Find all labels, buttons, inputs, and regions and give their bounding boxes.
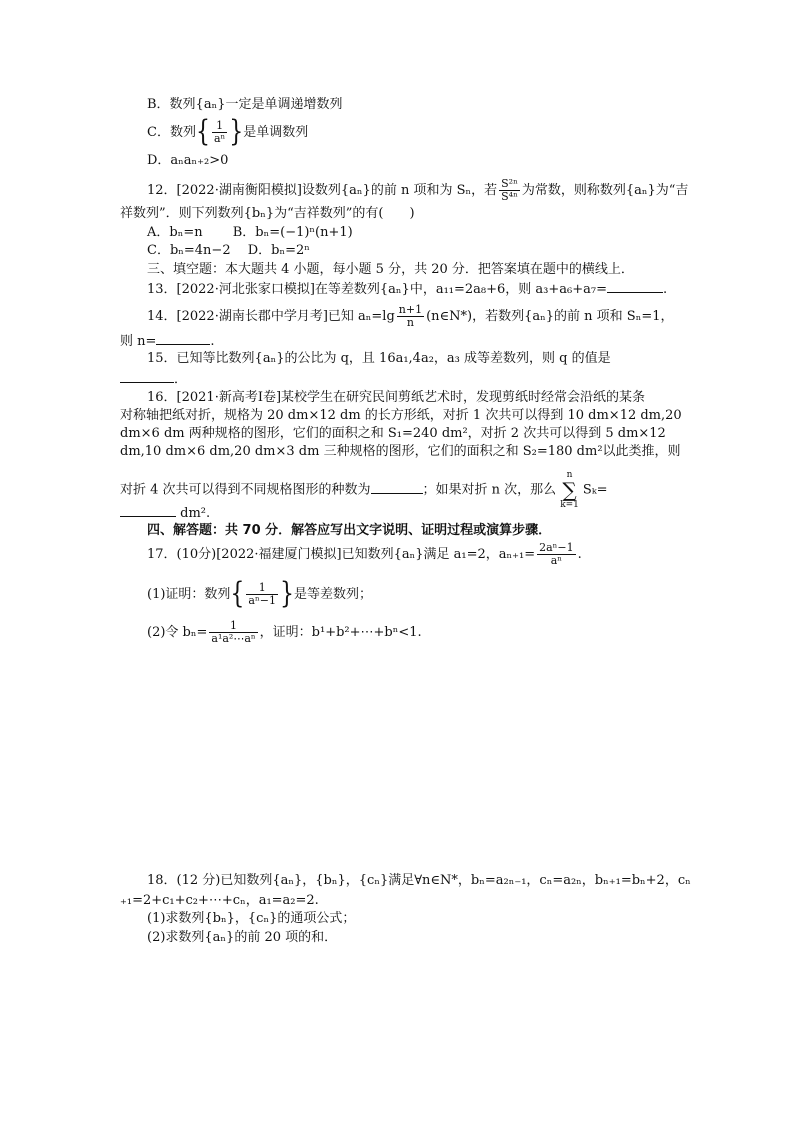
q17-frac-num: 2aⁿ−1 [539, 541, 574, 554]
q12-options-cd: C．bₙ=4n−2 D．bₙ=2ⁿ [147, 243, 310, 258]
q13-text: 13．[2022·河北张家口模拟]在等差数列{aₙ}中，a₁₁=2a₈+6，则 a₃+a₆+a₇= [147, 282, 607, 297]
q12-frac-num: S²ⁿ [501, 177, 518, 190]
q17-part2-pre: (2)令 bₙ= [147, 625, 208, 640]
q17-p2-den: a¹a²⋯aⁿ [211, 632, 256, 645]
q16-line6 [120, 504, 210, 522]
q16-line5-pre: 对折 4 次共可以得到不同规格图形的种数为 [120, 482, 371, 498]
q14-line2: 则 n= . [120, 334, 215, 349]
q12-line1 [147, 178, 688, 203]
q15-line1: 15．已知等比数列{aₙ}的公比为 q，且 16a₁,4a₂，a₃ 成等差数列，则 q 的值是 [147, 351, 611, 366]
q16-line2: 对称轴把纸对折，规格为 20 dm×12 dm 的长方形纸，对折 1 次共可以得到 10 dm×12 dm,20 [120, 408, 682, 423]
q17-part2-post: ，证明：b¹+b²+⋯+bⁿ<1. [259, 625, 422, 640]
q14-line1 [147, 304, 674, 329]
q14-frac-num: n+1 [398, 303, 423, 316]
q16-unit: dm². [180, 506, 211, 521]
q17-part1-post: 是等差数列； [293, 587, 372, 602]
q12-text-pre: 12．[2022·湖南衡阳模拟]设数列{aₙ}的前 n 项和为 Sₙ，若 [147, 183, 498, 198]
q18-part2: (2)求数列{aₙ}的前 20 项的和． [147, 930, 338, 945]
q11-c-frac-den: aⁿ [213, 132, 226, 145]
q17-stem [147, 542, 582, 567]
right-brace: } [279, 577, 294, 611]
answer-blank [120, 370, 174, 383]
q17-p1-num: 1 [246, 582, 278, 595]
right-brace: } [229, 115, 244, 149]
q17-part1-pre: (1)证明：数列 [147, 587, 231, 602]
q14-text-post: (n∈N*)，若数列{aₙ}的前 n 项和 Sₙ=1， [426, 309, 674, 324]
q17-fraction [537, 542, 576, 567]
q14-frac-den: n [406, 316, 414, 329]
q14-text-pre: 14．[2022·湖南长郡中学月考]已知 aₙ=lg [147, 309, 395, 324]
sum-upper-limit: n [566, 470, 573, 480]
q18-line1: 18．(12 分)已知数列{aₙ}，{bₙ}，{cₙ}满足∀n∈N*，bₙ=a₂ₙ₋₁，cₙ=a₂ₙ，bₙ₊₁=bₙ+2，cₙ [147, 873, 691, 888]
q12-options-ab: A．bₙ=n B．bₙ=(−1)ⁿ(n+1) [147, 225, 353, 240]
q11-option-b: B．数列{aₙ}一定是单调递增数列 [147, 97, 343, 112]
sum-sigma: ∑ [562, 478, 577, 502]
q11-c-frac-num: 1 [212, 120, 227, 133]
q17-p2-num: 1 [209, 620, 257, 633]
q17-stem-post: . [577, 547, 582, 562]
q16-line1: 16．[2021·新高考Ⅰ卷]某校学生在研究民间剪纸艺术时，发现剪纸时经常会沿纸的某条 [147, 390, 646, 405]
q15-line2-end: ． [174, 372, 188, 387]
q16-line5-mid: ；如果对折 n 次，那么 [422, 482, 557, 498]
left-brace: { [230, 577, 245, 611]
q17-part1-fraction [246, 582, 278, 607]
section-4-heading: 四、解答题：共 70 分．解答应写出文字说明、证明过程或演算步骤． [147, 523, 552, 538]
q18-line2: ₊₁=2+c₁+c₂+⋯+cₙ，a₁=a₂=2. [120, 893, 319, 908]
q16-sum-term: Sₖ= [582, 482, 608, 498]
q11-option-d: D．aₙaₙ₊₂>0 [147, 153, 229, 168]
q17-part1 [147, 577, 372, 611]
q14-fraction [397, 304, 424, 329]
q14-line2-text: 则 n= [120, 334, 157, 349]
q16-line3: dm×6 dm 两种规格的图形，它们的面积之和 S₁=240 dm²，对折 2 次共可以得到 5 dm×12 [120, 426, 666, 441]
q11-option-c [147, 115, 309, 149]
q17-stem-pre: 17．(10分)[2022·福建厦门模拟]已知数列{aₙ}满足 a₁=2，aₙ₊₁= [147, 547, 536, 562]
answer-blank [156, 332, 210, 345]
q13: 13．[2022·河北张家口模拟]在等差数列{aₙ}中，a₁₁=2a₈+6，则 a₃+a₆+a₇= . [147, 282, 668, 297]
q17-part2-fraction [209, 620, 257, 645]
q12-fraction [499, 178, 520, 203]
answer-blank [120, 504, 176, 517]
q17-part2 [147, 620, 422, 645]
section-3-heading: 三、填空题：本大题共 4 小题，每小题 5 分，共 20 分．把答案填在题中的横线上． [147, 262, 634, 277]
q11-c-fraction [212, 120, 227, 145]
left-brace: { [195, 115, 210, 149]
summation-symbol [560, 470, 579, 510]
q15-line2 [120, 370, 187, 388]
q16-line4: dm,10 dm×6 dm,20 dm×3 dm 三种规格的图形，它们的面积之和 S₂=180 dm²以此类推，则 [120, 444, 681, 459]
q11-option-c-pre: C．数列 [147, 125, 196, 140]
sum-lower-limit: k=1 [560, 500, 579, 510]
q18-part1: (1)求数列{bₙ}，{cₙ}的通项公式； [147, 911, 356, 926]
q12-text-post: 为常数，则称数列{aₙ}为“吉 [521, 183, 689, 198]
q12-frac-den: S⁴ⁿ [501, 190, 518, 203]
q12-line2: 祥数列”．则下列数列{bₙ}为“吉祥数列”的有( ) [120, 206, 415, 221]
q11-option-c-post: 是单调数列 [243, 125, 309, 140]
q17-p1-den: aⁿ−1 [248, 594, 276, 607]
q17-frac-den: aⁿ [550, 554, 563, 567]
answer-blank [607, 280, 663, 293]
answer-blank [371, 481, 423, 494]
